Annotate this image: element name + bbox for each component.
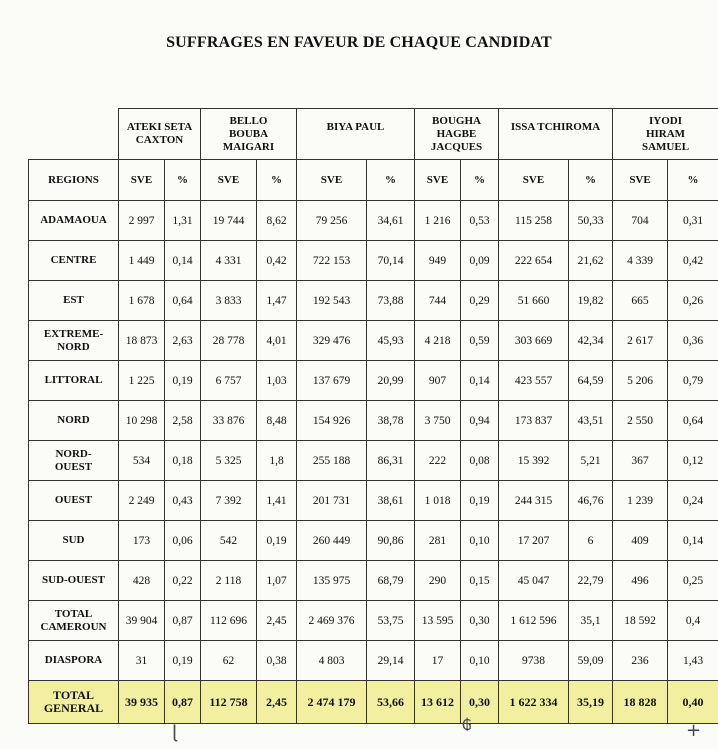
sve-cell: 367 — [613, 441, 668, 481]
sve-cell: 51 660 — [499, 281, 569, 321]
sve-cell: 907 — [415, 361, 461, 401]
region-name: EST — [29, 281, 119, 321]
sve-cell: 2 118 — [201, 561, 257, 601]
sve-cell: 329 476 — [297, 321, 367, 361]
pct-cell: 6 — [569, 521, 613, 561]
sve-cell: 7 392 — [201, 481, 257, 521]
region-name: ADAMAOUA — [29, 201, 119, 241]
sve-cell: 15 392 — [499, 441, 569, 481]
sve-cell: 137 679 — [297, 361, 367, 401]
handwritten-mark: ₲ — [462, 716, 472, 734]
pct-cell: 0,30 — [461, 681, 499, 724]
pct-cell: 0,53 — [461, 201, 499, 241]
pct-cell: 5,21 — [569, 441, 613, 481]
sve-cell: 4 218 — [415, 321, 461, 361]
sve-cell: 409 — [613, 521, 668, 561]
sve-cell: 39 904 — [119, 601, 165, 641]
pct-cell: 0,14 — [165, 241, 201, 281]
table-row — [29, 401, 718, 441]
page-title: SUFFRAGES EN FAVEUR DE CHAQUE CANDIDAT — [166, 34, 552, 51]
pct-header: % — [367, 160, 415, 201]
sve-cell: 2 617 — [613, 321, 668, 361]
sve-cell: 173 837 — [499, 401, 569, 441]
pct-cell: 53,66 — [367, 681, 415, 724]
pct-cell: 0,10 — [461, 521, 499, 561]
sve-cell: 10 298 — [119, 401, 165, 441]
sve-cell: 79 256 — [297, 201, 367, 241]
pct-cell: 2,58 — [165, 401, 201, 441]
regions-header: REGIONS — [29, 160, 119, 201]
sve-cell: 18 592 — [613, 601, 668, 641]
sve-cell: 201 731 — [297, 481, 367, 521]
pct-cell: 0,36 — [668, 321, 718, 361]
sve-cell: 1 678 — [119, 281, 165, 321]
sve-cell: 236 — [613, 641, 668, 681]
sve-header: SVE — [415, 160, 461, 201]
pct-cell: 0,43 — [165, 481, 201, 521]
sve-cell: 4 331 — [201, 241, 257, 281]
region-name: NORD — [29, 401, 119, 441]
pct-cell: 0,30 — [461, 601, 499, 641]
table-row — [29, 281, 718, 321]
sve-cell: 423 557 — [499, 361, 569, 401]
sve-cell: 244 315 — [499, 481, 569, 521]
sve-cell: 255 188 — [297, 441, 367, 481]
pct-cell: 8,48 — [257, 401, 297, 441]
sve-cell: 722 153 — [297, 241, 367, 281]
sve-cell: 2 997 — [119, 201, 165, 241]
sve-cell: 3 750 — [415, 401, 461, 441]
pct-cell: 0,42 — [668, 241, 718, 281]
table-row — [29, 521, 718, 561]
pct-cell: 35,1 — [569, 601, 613, 641]
pct-cell: 90,86 — [367, 521, 415, 561]
sve-cell: 2 469 376 — [297, 601, 367, 641]
sve-cell: 1 216 — [415, 201, 461, 241]
sve-cell: 1 612 596 — [499, 601, 569, 641]
pct-cell: 1,31 — [165, 201, 201, 241]
candidate-header-row — [29, 109, 718, 160]
sve-cell: 222 654 — [499, 241, 569, 281]
total-general-row — [29, 681, 718, 724]
pct-cell: 0,64 — [165, 281, 201, 321]
sve-cell: 18 828 — [613, 681, 668, 724]
sve-cell: 1 225 — [119, 361, 165, 401]
pct-cell: 1,07 — [257, 561, 297, 601]
region-name: DIASPORA — [29, 641, 119, 681]
sve-cell: 5 206 — [613, 361, 668, 401]
region-name: EXTREME- NORD — [29, 321, 119, 361]
table-row — [29, 201, 718, 241]
pct-cell: 0,06 — [165, 521, 201, 561]
pct-cell: 0,19 — [257, 521, 297, 561]
pct-cell: 0,64 — [668, 401, 718, 441]
sve-cell: 1 449 — [119, 241, 165, 281]
sve-cell: 4 803 — [297, 641, 367, 681]
sve-cell: 115 258 — [499, 201, 569, 241]
sve-cell: 17 207 — [499, 521, 569, 561]
region-name: NORD- OUEST — [29, 441, 119, 481]
region-name: TOTAL GENERAL — [29, 681, 119, 724]
pct-cell: 53,75 — [367, 601, 415, 641]
sve-cell: 5 325 — [201, 441, 257, 481]
table-row — [29, 601, 718, 641]
pct-cell: 0,19 — [461, 481, 499, 521]
sve-cell: 3 833 — [201, 281, 257, 321]
sve-cell: 744 — [415, 281, 461, 321]
sve-cell: 39 935 — [119, 681, 165, 724]
pct-cell: 1,47 — [257, 281, 297, 321]
pct-cell: 0,4 — [668, 601, 718, 641]
sve-cell: 6 757 — [201, 361, 257, 401]
pct-cell: 1,43 — [668, 641, 718, 681]
pct-cell: 0,25 — [668, 561, 718, 601]
sve-cell: 542 — [201, 521, 257, 561]
sve-cell: 222 — [415, 441, 461, 481]
pct-cell: 1,8 — [257, 441, 297, 481]
region-name: TOTAL CAMEROUN — [29, 601, 119, 641]
sve-cell: 17 — [415, 641, 461, 681]
candidate-header: ISSA TCHIROMA — [499, 109, 613, 160]
pct-cell: 0,26 — [668, 281, 718, 321]
pct-cell: 0,09 — [461, 241, 499, 281]
pct-cell: 0,42 — [257, 241, 297, 281]
pct-cell: 43,51 — [569, 401, 613, 441]
sve-cell: 1 018 — [415, 481, 461, 521]
pct-cell: 0,40 — [668, 681, 718, 724]
pct-cell: 46,76 — [569, 481, 613, 521]
table-row — [29, 481, 718, 521]
pct-cell: 0,22 — [165, 561, 201, 601]
corner-blank — [29, 109, 119, 160]
sve-cell: 154 926 — [297, 401, 367, 441]
sve-cell: 2 249 — [119, 481, 165, 521]
pct-cell: 4,01 — [257, 321, 297, 361]
sve-cell: 135 975 — [297, 561, 367, 601]
region-name: OUEST — [29, 481, 119, 521]
table-row — [29, 241, 718, 281]
sve-header: SVE — [297, 160, 367, 201]
sve-cell: 534 — [119, 441, 165, 481]
sve-cell: 18 873 — [119, 321, 165, 361]
pct-cell: 0,38 — [257, 641, 297, 681]
sve-cell: 192 543 — [297, 281, 367, 321]
pct-cell: 2,63 — [165, 321, 201, 361]
sve-cell: 28 778 — [201, 321, 257, 361]
region-name: SUD-OUEST — [29, 561, 119, 601]
sve-cell: 428 — [119, 561, 165, 601]
pct-cell: 8,62 — [257, 201, 297, 241]
handwritten-mark: + — [686, 720, 702, 741]
pct-header: % — [668, 160, 718, 201]
sve-cell: 260 449 — [297, 521, 367, 561]
sve-cell: 290 — [415, 561, 461, 601]
sve-cell: 13 612 — [415, 681, 461, 724]
candidate-header: BIYA PAUL — [297, 109, 415, 160]
pct-cell: 45,93 — [367, 321, 415, 361]
subheader-row — [29, 160, 718, 201]
pct-cell: 0,79 — [668, 361, 718, 401]
pct-cell: 1,03 — [257, 361, 297, 401]
sve-cell: 2 550 — [613, 401, 668, 441]
pct-cell: 0,10 — [461, 641, 499, 681]
candidate-header: BELLO BOUBA MAIGARI — [201, 109, 297, 160]
pct-cell: 0,31 — [668, 201, 718, 241]
results-table — [28, 108, 718, 724]
table-row — [29, 361, 718, 401]
pct-cell: 34,61 — [367, 201, 415, 241]
sve-cell: 33 876 — [201, 401, 257, 441]
pct-cell: 42,34 — [569, 321, 613, 361]
pct-cell: 0,29 — [461, 281, 499, 321]
sve-header: SVE — [201, 160, 257, 201]
pct-cell: 0,14 — [461, 361, 499, 401]
sve-cell: 45 047 — [499, 561, 569, 601]
pct-cell: 38,78 — [367, 401, 415, 441]
pct-cell: 0,12 — [668, 441, 718, 481]
pct-cell: 59,09 — [569, 641, 613, 681]
pct-cell: 19,82 — [569, 281, 613, 321]
table-row — [29, 441, 718, 481]
sve-cell: 281 — [415, 521, 461, 561]
pct-cell: 0,18 — [165, 441, 201, 481]
pct-cell: 38,61 — [367, 481, 415, 521]
region-name: LITTORAL — [29, 361, 119, 401]
sve-cell: 949 — [415, 241, 461, 281]
sve-cell: 173 — [119, 521, 165, 561]
sve-cell: 9738 — [499, 641, 569, 681]
pct-header: % — [165, 160, 201, 201]
sve-cell: 2 474 179 — [297, 681, 367, 724]
pct-cell: 0,19 — [165, 641, 201, 681]
sve-cell: 112 696 — [201, 601, 257, 641]
pct-cell: 0,59 — [461, 321, 499, 361]
sve-header: SVE — [119, 160, 165, 201]
pct-cell: 0,08 — [461, 441, 499, 481]
table-row — [29, 641, 718, 681]
sve-cell: 112 758 — [201, 681, 257, 724]
pct-cell: 0,94 — [461, 401, 499, 441]
pct-cell: 0,87 — [165, 681, 201, 724]
pct-header: % — [569, 160, 613, 201]
sve-cell: 496 — [613, 561, 668, 601]
pct-cell: 20,99 — [367, 361, 415, 401]
sve-cell: 1 239 — [613, 481, 668, 521]
pct-cell: 2,45 — [257, 601, 297, 641]
sve-cell: 303 669 — [499, 321, 569, 361]
sve-cell: 4 339 — [613, 241, 668, 281]
pct-cell: 64,59 — [569, 361, 613, 401]
pct-cell: 86,31 — [367, 441, 415, 481]
table-row — [29, 321, 718, 361]
handwritten-mark: ɭ — [172, 722, 178, 743]
sve-header: SVE — [499, 160, 569, 201]
pct-cell: 0,87 — [165, 601, 201, 641]
pct-cell: 50,33 — [569, 201, 613, 241]
pct-cell: 35,19 — [569, 681, 613, 724]
pct-cell: 73,88 — [367, 281, 415, 321]
sve-cell: 62 — [201, 641, 257, 681]
candidate-header: BOUGHA HAGBE JACQUES — [415, 109, 499, 160]
pct-cell: 0,14 — [668, 521, 718, 561]
pct-cell: 22,79 — [569, 561, 613, 601]
pct-header: % — [257, 160, 297, 201]
sve-cell: 665 — [613, 281, 668, 321]
sve-cell: 704 — [613, 201, 668, 241]
candidate-header: ATEKI SETA CAXTON — [119, 109, 201, 160]
pct-cell: 0,19 — [165, 361, 201, 401]
pct-cell: 1,41 — [257, 481, 297, 521]
pct-cell: 21,62 — [569, 241, 613, 281]
pct-cell: 68,79 — [367, 561, 415, 601]
sve-cell: 13 595 — [415, 601, 461, 641]
pct-cell: 29,14 — [367, 641, 415, 681]
table-row — [29, 561, 718, 601]
pct-cell: 0,15 — [461, 561, 499, 601]
sve-cell: 1 622 334 — [499, 681, 569, 724]
pct-cell: 0,24 — [668, 481, 718, 521]
region-name: CENTRE — [29, 241, 119, 281]
sve-cell: 31 — [119, 641, 165, 681]
pct-header: % — [461, 160, 499, 201]
pct-cell: 2,45 — [257, 681, 297, 724]
sve-cell: 19 744 — [201, 201, 257, 241]
region-name: SUD — [29, 521, 119, 561]
sve-header: SVE — [613, 160, 668, 201]
candidate-header: IYODI HIRAM SAMUEL — [613, 109, 718, 160]
pct-cell: 70,14 — [367, 241, 415, 281]
